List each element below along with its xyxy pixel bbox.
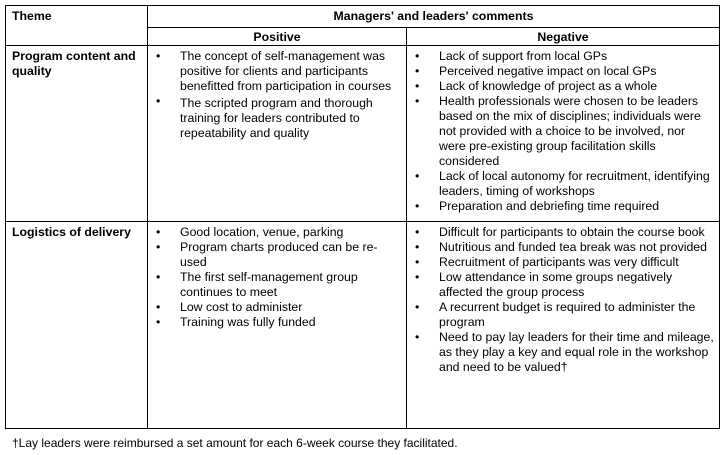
list-item-text: Good location, venue, parking <box>180 225 344 239</box>
list-item <box>407 94 719 169</box>
bullet-icon: • <box>415 49 420 63</box>
list-item-text: Low attendance in some groups negatively affected the group process <box>439 270 673 299</box>
list-item-text: Nutritious and funded tea break was not provided <box>439 240 707 254</box>
bullet-icon: • <box>415 270 420 284</box>
positive-cell <box>148 46 407 222</box>
list-item-text: Health professionals were chosen to be leaders based on the mix of disciplines; individuals were not provided with a choice to be involved, nor were pre-existing group facilitation skills considered <box>439 94 701 168</box>
list-item-text: The first self-management group continues to meet <box>180 270 358 299</box>
bullet-icon: • <box>415 79 420 93</box>
list-item <box>407 240 719 255</box>
list-item <box>407 300 719 330</box>
list-item <box>148 315 406 330</box>
list-item <box>407 49 719 64</box>
bullet-icon: • <box>415 64 420 78</box>
bullet-icon: • <box>156 225 161 239</box>
bullet-icon: • <box>415 94 420 108</box>
bullet-icon: • <box>156 315 161 329</box>
table-row <box>6 222 720 429</box>
list-item <box>407 255 719 270</box>
theme-cell: Program content and quality <box>6 46 148 222</box>
list-item <box>407 330 719 375</box>
bullet-icon: • <box>415 169 420 183</box>
list-item-text: Lack of local autonomy for recruitment, identifying leaders, timing of workshops <box>439 169 710 198</box>
list-item-text: A recurrent budget is required to administer the program <box>439 300 696 329</box>
bullet-icon: • <box>156 270 161 284</box>
positive-header: Positive <box>148 28 407 46</box>
comments-header: Managers' and leaders' comments <box>148 6 720 28</box>
list-item <box>407 64 719 79</box>
positive-list <box>148 222 406 330</box>
list-item-text: Difficult for participants to obtain the course book <box>439 225 705 239</box>
theme-header: Theme <box>6 6 148 46</box>
list-item <box>148 270 406 300</box>
bullet-icon: • <box>415 255 420 269</box>
list-item <box>148 240 406 270</box>
bullet-icon: • <box>156 240 161 254</box>
list-item-text: Recruitment of participants was very difficult <box>439 255 679 269</box>
bullet-icon: • <box>415 240 420 254</box>
list-item-text: Need to pay lay leaders for their time and mileage, as they play a key and equal role in the workshop and need to be valued† <box>439 330 714 374</box>
list-item <box>148 94 406 141</box>
footnote: †Lay leaders were reimbursed a set amount for each 6-week course they facilitated. <box>12 436 458 450</box>
negative-list <box>407 46 719 214</box>
list-item-text: Perceived negative impact on local GPs <box>439 64 657 78</box>
list-item <box>148 49 406 94</box>
theme-cell: Logistics of delivery <box>6 222 148 429</box>
bullet-icon: • <box>156 94 161 108</box>
list-item <box>407 270 719 300</box>
bullet-icon: • <box>156 49 161 63</box>
list-item <box>148 225 406 240</box>
bullet-icon: • <box>415 330 420 344</box>
list-item <box>407 169 719 199</box>
list-item <box>148 300 406 315</box>
table-row <box>6 46 720 222</box>
list-item-text: Lack of knowledge of project as a whole <box>439 79 658 93</box>
bullet-icon: • <box>415 300 420 314</box>
negative-cell <box>407 222 720 429</box>
negative-list <box>407 222 719 375</box>
list-item <box>407 225 719 240</box>
list-item-text: The concept of self-management was positive for clients and participants benefitted from participation in courses <box>180 49 392 93</box>
negative-cell <box>407 46 720 222</box>
list-item-text: The scripted program and thorough training for leaders contributed to repeatability and quality <box>180 96 373 140</box>
bullet-icon: • <box>415 225 420 239</box>
list-item-text: Preparation and debriefing time required <box>439 199 660 213</box>
list-item <box>407 199 719 214</box>
negative-header: Negative <box>407 28 720 46</box>
list-item-text: Program charts produced can be re-used <box>180 240 378 269</box>
list-item-text: Lack of support from local GPs <box>439 49 608 63</box>
comments-table <box>5 5 720 429</box>
positive-cell <box>148 222 407 429</box>
bullet-icon: • <box>156 300 161 314</box>
list-item <box>407 79 719 94</box>
positive-list <box>148 46 406 141</box>
bullet-icon: • <box>415 199 420 213</box>
list-item-text: Training was fully funded <box>180 315 316 329</box>
list-item-text: Low cost to administer <box>180 300 303 314</box>
